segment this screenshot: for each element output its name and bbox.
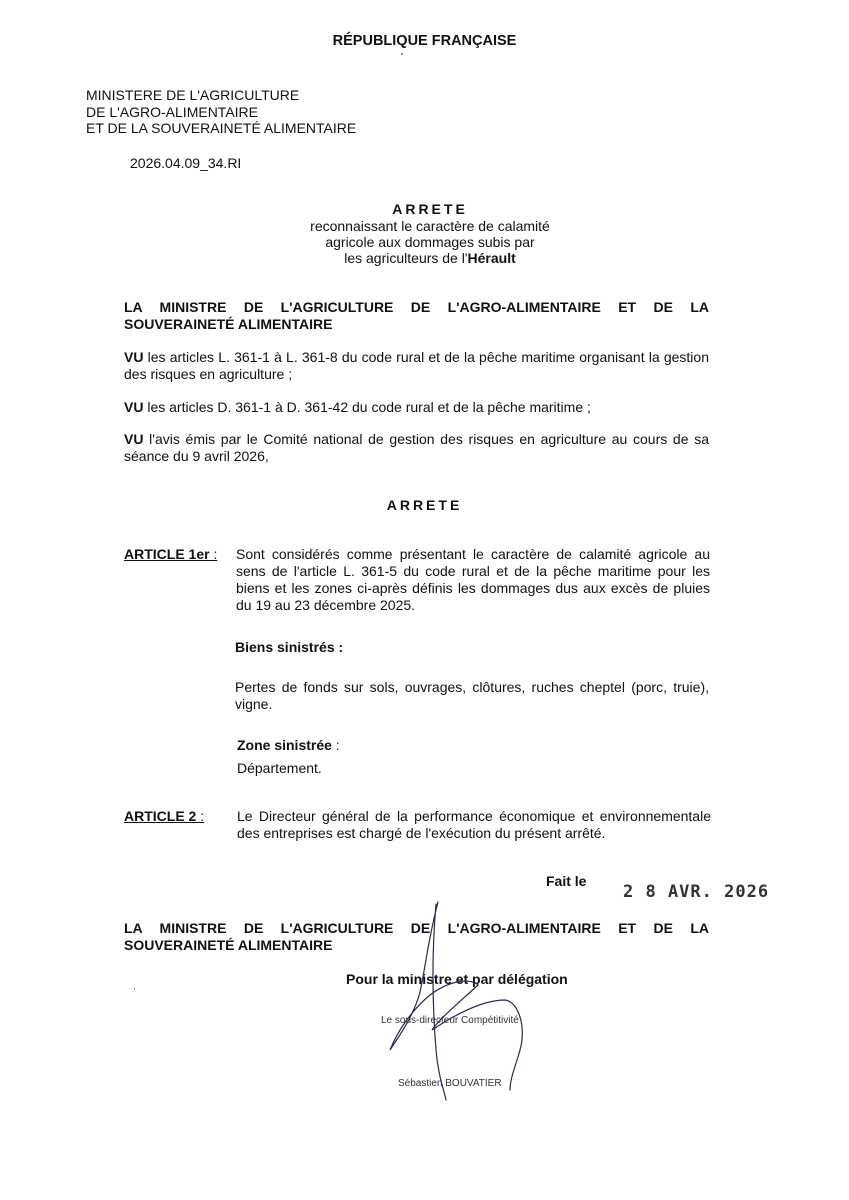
ministry-line: MINISTERE DE L'AGRICULTURE [86,87,300,103]
vu-label: VU [124,431,144,447]
department-name: Hérault [467,250,516,266]
article-2-text: Le Directeur général de la performance économique et environnementale des entreprises est chargé de l'exécution du présent arrêté. [237,808,711,841]
zone-text: Département. [237,760,322,776]
speck [134,988,135,990]
article-1-text: Sont considérés comme présentant le caractère de calamité agricole au sens de l'article L. 361-5 du code rural et de la pêche maritime pour les biens et les zones ci-après définis les dommages dus aux excès de pluies du 19 au 23 décembre 2025. [236,546,710,613]
reference-number: 2026.04.09_34.RI [130,155,242,171]
handwritten-signature [370,900,540,1115]
fait-le: Fait le [546,873,587,889]
title-subline [280,250,580,266]
article-colon: : [209,546,218,562]
title-subline: reconnaissant le caractère de calamité [310,218,550,234]
article-colon: : [196,808,205,824]
delegation-line: Pour la ministre et par délégation [346,971,568,987]
vu-paragraph [124,399,709,416]
ministry-line: ET DE LA SOUVERAINETÉ ALIMENTAIRE [86,120,357,136]
minister-footer: LA MINISTRE DE L'AGRICULTURE DE L'AGRO-ALIMENTAIRE ET DE LA SOUVERAINETÉ ALIMENTAIRE [124,920,709,953]
zone-heading [237,737,340,754]
vu-paragraph [124,431,709,465]
article-2-label-text: ARTICLE 2 [124,808,197,824]
article-1-label [124,546,217,563]
vu-paragraph [124,349,709,383]
biens-heading: Biens sinistrés : [235,639,344,655]
title-subline-prefix: les agriculteurs de l' [344,250,468,266]
ministry-line: DE L'AGRO-ALIMENTAIRE [86,103,258,120]
vu-label: VU [124,349,144,365]
signatory-name: Sébastien BOUVATIER [398,1078,502,1089]
article-2-label [124,808,204,825]
speck [401,53,403,55]
zone-colon: : [331,737,340,753]
ministry-block [86,87,356,137]
vu-label: VU [124,399,144,415]
vu-text: les articles L. 361-1 à L. 361-8 du code rural et de la pêche maritime organisant la gestion des risques en agriculture ; [124,349,709,382]
vu-text: les articles D. 361-1 à D. 361-42 du code rural et de la pêche maritime ; [143,399,591,415]
minister-heading: LA MINISTRE DE L'AGRICULTURE DE L'AGRO-ALIMENTAIRE ET DE LA SOUVERAINETÉ ALIMENTAIRE [124,299,709,332]
sub-director-title: Le sous-directeur Compétitivité [381,1015,519,1026]
arrete-heading: ARRETE [386,497,463,513]
arrete-title: ARRETE [392,201,468,217]
article-1-label-text: ARTICLE 1er [124,546,210,562]
date-stamp: 2 8 AVR. 2026 [623,882,770,902]
zone-heading-text: Zone sinistrée [237,737,332,753]
title-subline: agricole aux dommages subis par [325,234,535,250]
vu-text: l'avis émis par le Comité national de gestion des risques en agriculture au cours de sa séance du 9 avril 2026, [124,431,709,464]
title-block [280,201,580,266]
biens-text: Pertes de fonds sur sols, ouvrages, clôtures, ruches cheptel (porc, truie), vigne. [235,679,709,712]
republique-header: RÉPUBLIQUE FRANÇAISE [332,33,517,49]
